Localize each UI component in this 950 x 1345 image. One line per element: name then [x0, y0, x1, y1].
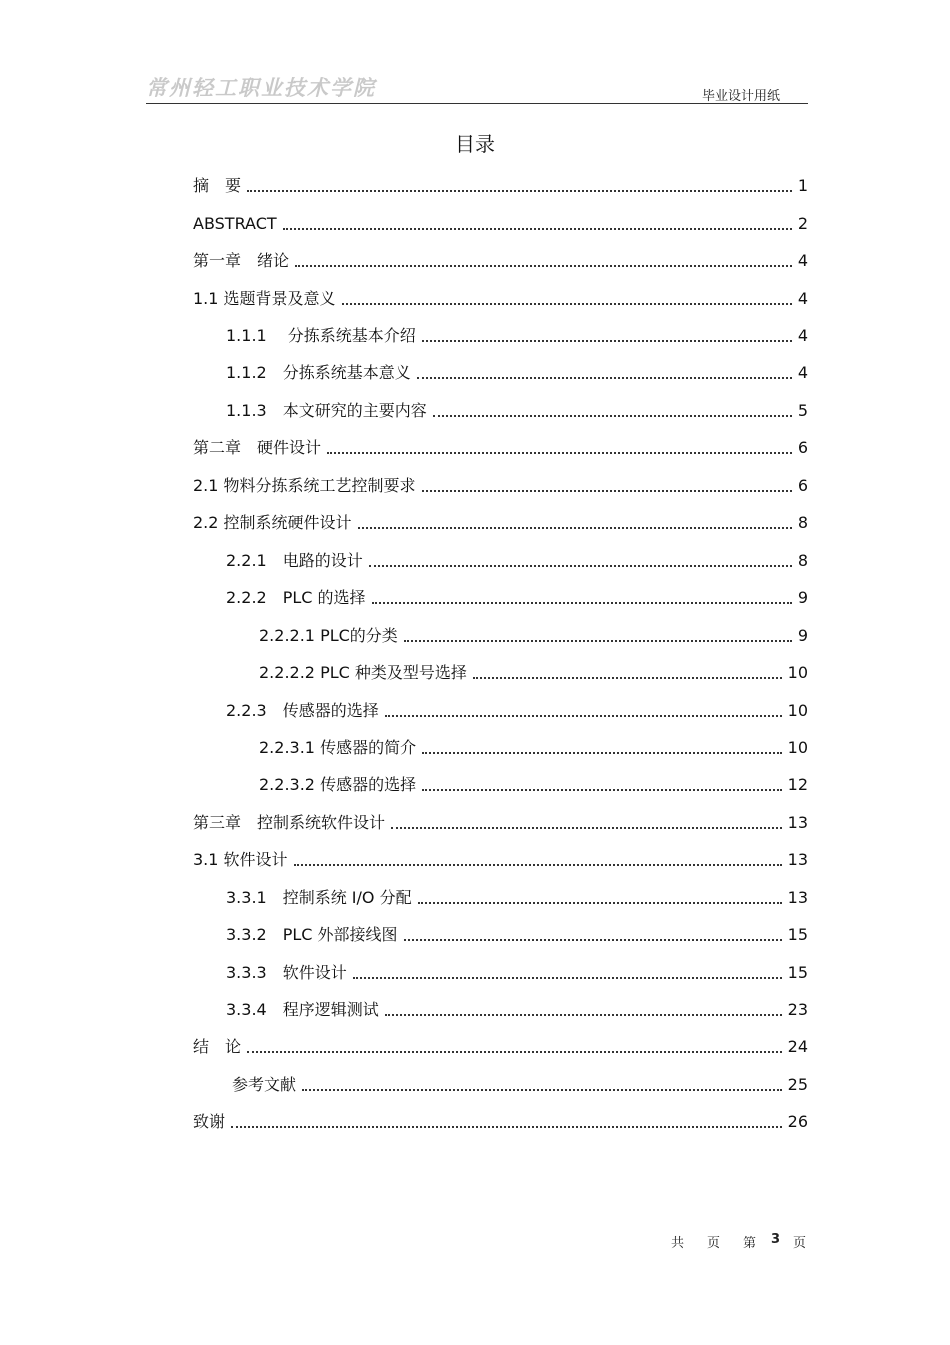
toc-entry-label: 3.3.4 程序逻辑测试	[226, 1000, 379, 1019]
toc-leader-dots	[404, 933, 782, 941]
toc-entry-page: 1	[797, 176, 808, 195]
footer-current-label: 第	[743, 1236, 757, 1251]
toc-entry-page: 25	[787, 1075, 808, 1094]
toc-leader-dots	[327, 446, 792, 454]
toc-entry-page: 13	[787, 850, 808, 869]
toc-entry[interactable]	[259, 625, 808, 647]
toc-entry[interactable]	[226, 587, 808, 609]
toc-entry-label: 1.1 选题背景及意义	[193, 289, 336, 308]
toc-entry-page: 8	[797, 551, 808, 570]
toc-entry-label: 第二章 硬件设计	[193, 438, 322, 457]
toc-leader-dots	[283, 222, 792, 230]
toc-entry-label: 第一章 绪论	[193, 251, 290, 270]
toc-entry-label: 1.1.3 本文研究的主要内容	[226, 401, 427, 420]
toc-entry-page: 10	[787, 663, 808, 682]
toc-entry[interactable]	[226, 700, 808, 722]
toc-entry-label: 1.1.2 分拣系统基本意义	[226, 363, 411, 382]
toc-entry-page: 4	[797, 289, 808, 308]
toc-entry-page: 26	[787, 1112, 808, 1131]
toc-leader-dots	[247, 184, 792, 192]
toc-entry-page: 4	[797, 326, 808, 345]
toc-leader-dots	[294, 858, 782, 866]
toc-entry-label: 3.3.1 控制系统 I/O 分配	[226, 888, 412, 907]
toc-entry[interactable]	[259, 774, 808, 796]
toc-entry-label: 1.1.1 分拣系统基本介绍	[226, 326, 416, 345]
toc-entry-page: 10	[787, 701, 808, 720]
toc-leader-dots	[391, 821, 782, 829]
toc-leader-dots	[295, 259, 792, 267]
toc-entry[interactable]	[193, 437, 808, 459]
toc-entry[interactable]	[226, 325, 808, 347]
toc-entry[interactable]	[193, 288, 808, 310]
toc-entry-label: 2.2.2 PLC 的选择	[226, 588, 366, 607]
footer-total-label: 共	[671, 1236, 685, 1251]
toc-entry-page: 4	[797, 363, 808, 382]
toc-leader-dots	[422, 334, 792, 342]
toc-entry[interactable]	[226, 962, 808, 984]
toc-entry-label: 2.2.3 传感器的选择	[226, 701, 379, 720]
toc-entry[interactable]	[193, 175, 808, 197]
toc-entry[interactable]	[193, 475, 808, 497]
header-divider	[146, 103, 808, 104]
toc-entry[interactable]	[193, 250, 808, 272]
toc-entry-page: 6	[797, 438, 808, 457]
toc-entry-label: 2.2.2.2 PLC 种类及型号选择	[259, 663, 467, 682]
toc-entry-page: 15	[787, 925, 808, 944]
toc-entry-label: 参考文献	[232, 1075, 297, 1094]
toc-entry[interactable]	[232, 1074, 808, 1096]
toc-leader-dots	[342, 297, 792, 305]
toc-entry[interactable]	[226, 924, 808, 946]
footer-total-page-label: 页	[707, 1236, 721, 1251]
toc-entry-label: 2.1 物料分拣系统工艺控制要求	[193, 476, 416, 495]
toc-leader-dots	[302, 1083, 782, 1091]
toc-entry-page: 15	[787, 963, 808, 982]
toc-entry-page: 6	[797, 476, 808, 495]
toc-entry-page: 24	[787, 1037, 808, 1056]
footer-current-page-label: 页	[793, 1236, 807, 1251]
toc-entry[interactable]	[193, 213, 808, 235]
toc-leader-dots	[372, 596, 792, 604]
toc-entry-label: 结 论	[193, 1037, 242, 1056]
toc-entry-page: 12	[787, 775, 808, 794]
toc-entry-label: 3.3.2 PLC 外部接线图	[226, 925, 398, 944]
toc-leader-dots	[385, 1008, 782, 1016]
toc-leader-dots	[247, 1045, 782, 1053]
toc-entry-page: 13	[787, 813, 808, 832]
toc-leader-dots	[418, 896, 782, 904]
toc-entry-page: 10	[787, 738, 808, 757]
toc-entry-label: 2.2.2.1 PLC的分类	[259, 626, 398, 645]
toc-leader-dots	[422, 783, 782, 791]
footer-current-page: 3	[771, 1232, 781, 1247]
toc-entry-label: ABSTRACT	[193, 214, 277, 233]
toc-entry-page: 13	[787, 888, 808, 907]
toc-entry-label: 2.2.1 电路的设计	[226, 551, 363, 570]
toc-entry-page: 23	[787, 1000, 808, 1019]
toc-entry[interactable]	[226, 887, 808, 909]
toc-entry-label: 摘 要	[193, 176, 242, 195]
school-logo-text: 常州轻工职业技术学院	[146, 75, 376, 100]
toc-entry[interactable]	[226, 550, 808, 572]
toc-entry-label: 2.2 控制系统硬件设计	[193, 513, 352, 532]
toc-entry-page: 4	[797, 251, 808, 270]
toc-leader-dots	[353, 971, 782, 979]
toc-entry-page: 8	[797, 513, 808, 532]
toc-entry-page: 5	[797, 401, 808, 420]
toc-entry-label: 2.2.3.1 传感器的简介	[259, 738, 417, 757]
toc-entry[interactable]	[193, 849, 808, 871]
toc-leader-dots	[231, 1120, 782, 1128]
toc-entry[interactable]	[226, 999, 808, 1021]
toc-leader-dots	[433, 409, 792, 417]
toc-entry-page: 9	[797, 588, 808, 607]
header-label: 毕业设计用纸	[702, 89, 781, 104]
toc-entry[interactable]	[259, 737, 808, 759]
toc-entry[interactable]	[193, 1111, 808, 1133]
toc-leader-dots	[404, 634, 792, 642]
toc-entry-label: 3.3.3 软件设计	[226, 963, 347, 982]
toc-leader-dots	[369, 559, 792, 567]
toc-entry-page: 2	[797, 214, 808, 233]
toc-leader-dots	[385, 709, 782, 717]
toc-entry-page: 9	[797, 626, 808, 645]
toc-entry[interactable]	[226, 400, 808, 422]
toc-leader-dots	[422, 484, 792, 492]
toc-entry[interactable]	[193, 812, 808, 834]
toc-entry-label: 致谢	[193, 1112, 226, 1131]
toc-leader-dots	[417, 371, 792, 379]
toc-entry[interactable]	[193, 1036, 808, 1058]
toc-leader-dots	[422, 746, 782, 754]
toc-entry-label: 第三章 控制系统软件设计	[193, 813, 386, 832]
toc-entry-label: 2.2.3.2 传感器的选择	[259, 775, 417, 794]
toc-leader-dots	[358, 521, 792, 529]
toc-entry[interactable]	[193, 512, 808, 534]
toc-entry-label: 3.1 软件设计	[193, 850, 288, 869]
toc-entry[interactable]	[226, 362, 808, 384]
toc-leader-dots	[473, 671, 782, 679]
toc-entry[interactable]	[259, 662, 808, 684]
toc-title: 目录	[455, 132, 495, 156]
